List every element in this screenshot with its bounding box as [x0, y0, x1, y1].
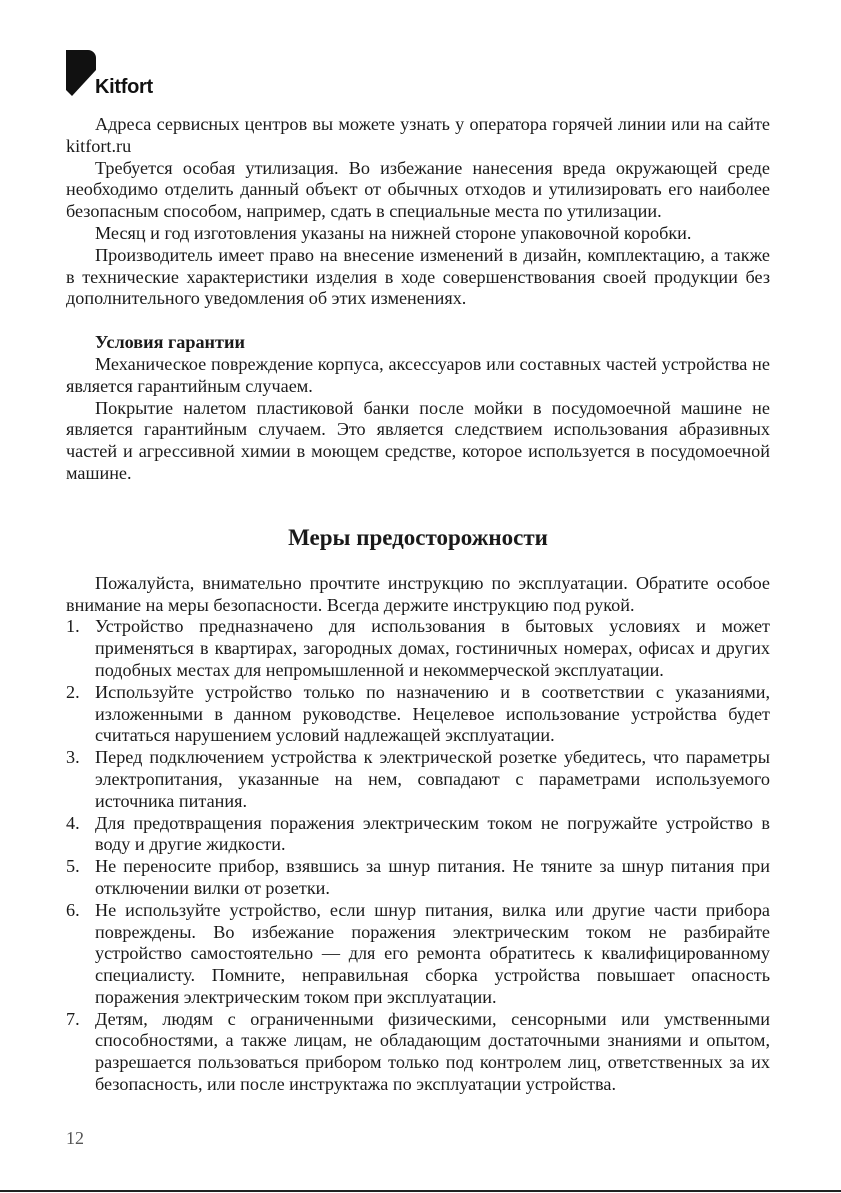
list-item-number: 7. [66, 1008, 80, 1029]
list-item [66, 616, 770, 681]
list-item [66, 682, 770, 747]
list-item [66, 813, 770, 857]
paragraph-manufacturer-rights: Производитель имеет право на внесение изменений в дизайн, комплектацию, а также в технические характеристики изделия в ходе совершенствования своей продукции без дополнительного уведомления об этих изменениях. [66, 244, 770, 309]
kitfort-logo-icon [66, 50, 96, 96]
page-content [66, 114, 770, 1096]
list-item-number: 4. [66, 812, 80, 833]
warranty-paragraph-damage: Механическое повреждение корпуса, аксессуаров или составных частей устройства не является гарантийным случаем. [66, 353, 770, 396]
paragraph-disposal: Требуется особая утилизация. Во избежание нанесения вреда окружающей среде необходимо отделить данный объект от обычных отходов и утилизировать его наиболее безопасным способом, например, сдать в специальные места по утилизации. [66, 157, 770, 222]
list-item-number: 3. [66, 747, 80, 768]
list-item-text: Не используйте устройство, если шнур питания, вилка или другие части прибора повреждены. Во избежание поражения электрическим током не разбирайте устройство самостоятельно — для его ремонта обратитесь к квалифицированному специалисту. Помните, неправильная сборка устройства повышает опасность поражения электрическим током при эксплуатации. [95, 899, 770, 1007]
brand-logo [66, 50, 176, 100]
paragraph-service-centers: Адреса сервисных центров вы можете узнать у оператора горячей линии или на сайте kitfort.ru [66, 114, 770, 156]
list-item-text: Используйте устройство только по назначению и в соответствии с указаниями, изложенными в данном руководстве. Нецелевое использование устройства будет считаться нарушением условий надлежащей эксплуатации. [95, 681, 770, 746]
list-item-text: Для предотвращения поражения электрическим током не погружайте устройство в воду и другие жидкости. [95, 812, 770, 855]
warranty-heading: Условия гарантии [95, 332, 245, 353]
page-number: 12 [66, 1128, 84, 1148]
warranty-paragraph-dishwasher: Покрытие налетом пластиковой банки после мойки в посудомоечной машине не является гарантийным случаем. Это является следствием использования абразивных частей и агрессивной химии в моющем средстве, которое используется в посудомоечной машине. [66, 397, 770, 483]
list-item-number: 1. [66, 616, 80, 637]
precautions-title: Меры предосторожности [288, 524, 548, 550]
logo-text: Kitfort [95, 76, 153, 98]
list-item-text: Детям, людям с ограниченными физическими, сенсорными или умственными способностями, а также лицам, не обладающим достаточными знаниями и опытом, разрешается пользоваться прибором только под контролем лиц, ответственных за их безопасность, или после инструктажа по эксплуатации устройства. [95, 1008, 770, 1095]
list-item-text: Перед подключением устройства к электрической розетке убедитесь, что параметры электропитания, указанные на нем, совпадают с параметрами используемого источника питания. [95, 747, 770, 811]
list-item [66, 900, 770, 1009]
list-item-text: Устройство предназначено для использования в бытовых условиях и может применяться в квартирах, загородных домах, гостиничных номерах, офисах и других подобных местах для непромышленной и некоммерческой эксплуатации. [95, 616, 770, 680]
precautions-intro: Пожалуйста, внимательно прочтите инструкцию по эксплуатации. Обратите особое внимание на меры безопасности. Всегда держите инструкцию под рукой. [66, 572, 770, 615]
list-item [66, 856, 770, 900]
precautions-list [66, 616, 770, 1096]
list-item-number: 2. [66, 681, 80, 702]
list-item [66, 747, 770, 812]
list-item-number: 5. [66, 856, 80, 877]
list-item [66, 1009, 770, 1096]
list-item-number: 6. [66, 899, 80, 920]
paragraph-manufacture-date: Месяц и год изготовления указаны на нижней стороне упаковочной коробки. [95, 222, 692, 243]
list-item-text: Не переносите прибор, взявшись за шнур питания. Не тяните за шнур питания при отключении вилки от розетки. [95, 856, 770, 898]
page-edge-divider [0, 1190, 841, 1192]
